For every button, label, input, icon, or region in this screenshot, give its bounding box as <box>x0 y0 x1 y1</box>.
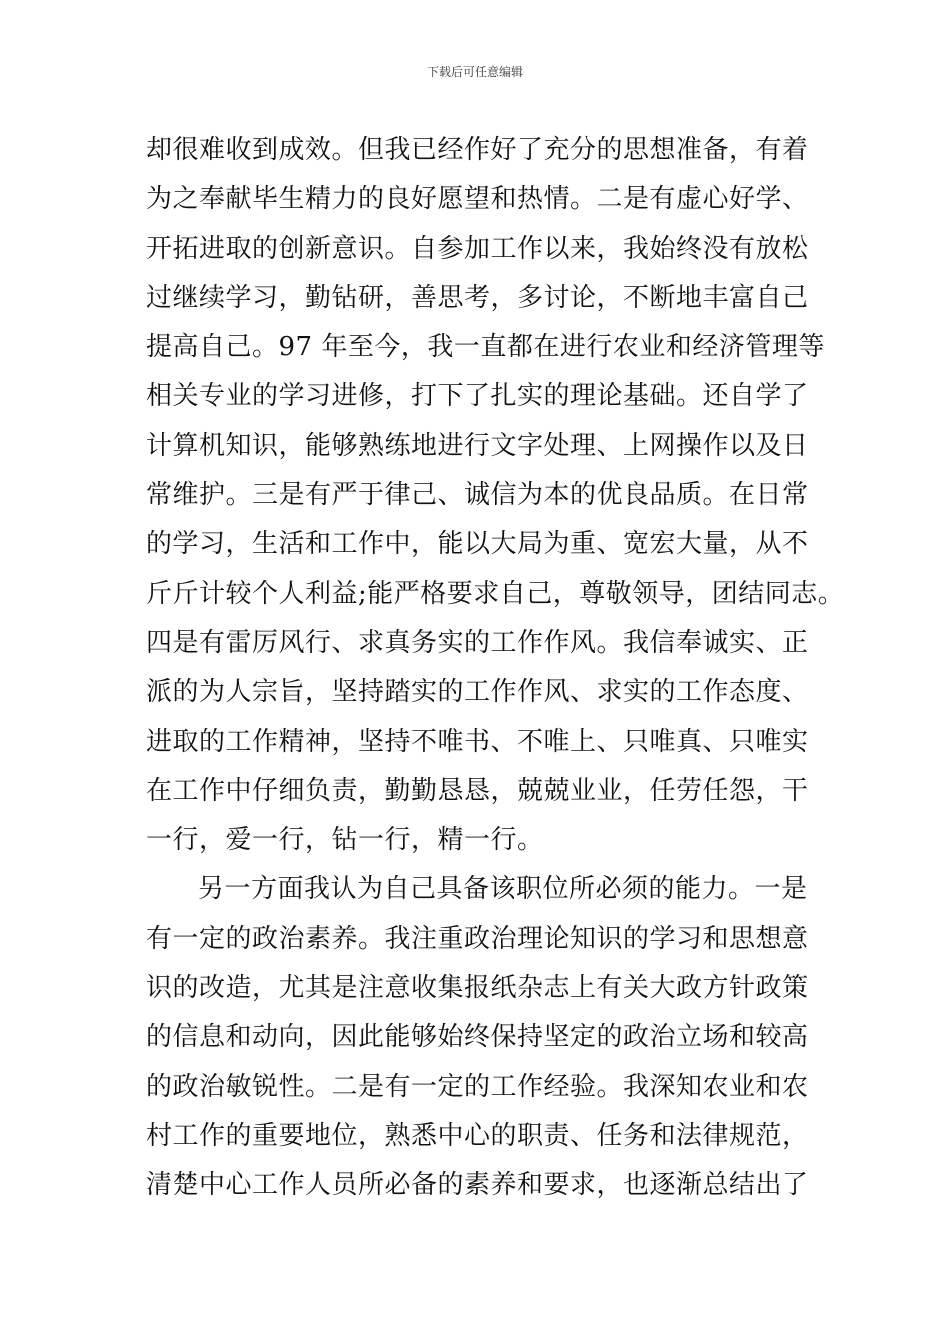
paragraph-start-line: 另一方面我认为自己具备该职位所必须的能力。一是 <box>198 874 808 905</box>
text-line: 却很难收到成效。但我已经作好了充分的思想准备，有着 <box>146 135 809 165</box>
text-line: 常维护。三是有严于律己、诚信为本的优良品质。在日常 <box>146 480 809 511</box>
text-line: 斤斤计较个人利益;能严格要求自己，尊敬领导，团结同志。 <box>146 578 845 609</box>
text-line: 村工作的重要地位，熟悉中心的职责、任务和法律规范， <box>146 1120 809 1151</box>
text-line: 清楚中心工作人员所必备的素养和要求，也逐渐总结出了 <box>146 1170 809 1201</box>
text-line: 的信息和动向，因此能够始终保持坚定的政治立场和较高 <box>146 1022 809 1053</box>
text-line: 过继续学习，勤钻研，善思考，多讨论，不断地丰富自己 <box>146 282 809 313</box>
text-line: 进取的工作精神，坚持不唯书、不唯上、只唯真、只唯实 <box>146 726 809 757</box>
text-line: 在工作中仔细负责，勤勤恳恳，兢兢业业，任劳任怨，干 <box>146 775 809 806</box>
page-header-note: 下载后可任意编辑 <box>426 65 523 79</box>
text-line: 开拓进取的创新意识。自参加工作以来，我始终没有放松 <box>146 233 809 264</box>
text-line: 识的改造，尤其是注意收集报纸杂志上有关大政方针政策 <box>146 973 809 1004</box>
document-body <box>146 126 845 1211</box>
text-line: 为之奉献毕生精力的良好愿望和热情。二是有虚心好学、 <box>146 184 809 215</box>
text-line: 提高自己。97 年至今，我一直都在进行农业和经济管理等 <box>146 332 825 363</box>
text-line: 派的为人宗旨，坚持踏实的工作作风、求实的工作态度、 <box>146 677 809 708</box>
text-line: 计算机知识，能够熟练地进行文字处理、上网操作以及日 <box>146 430 809 461</box>
text-line: 相关专业的学习进修，打下了扎实的理论基础。还自学了 <box>146 381 809 412</box>
text-line: 的学习，生活和工作中，能以大局为重、宽宏大量，从不 <box>146 529 809 560</box>
text-line: 四是有雷厉风行、求真务实的工作作风。我信奉诚实、正 <box>146 627 809 658</box>
text-line: 有一定的政治素养。我注重政治理论知识的学习和思想意 <box>146 923 809 954</box>
text-line: 的政治敏锐性。二是有一定的工作经验。我深知农业和农 <box>146 1071 809 1102</box>
text-line: 一行，爱一行，钻一行，精一行。 <box>146 825 544 856</box>
